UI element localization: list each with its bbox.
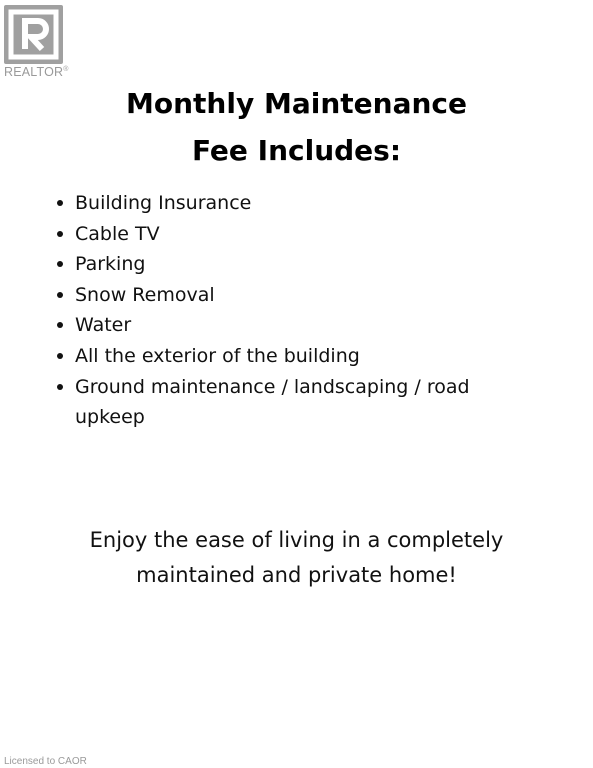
license-watermark: Licensed to CAOR [4,756,87,767]
list-item-label: Snow Removal [75,283,215,306]
page-title [0,80,593,174]
list-item [75,219,555,250]
registered-mark: ® [63,66,69,73]
closing-line-1: Enjoy the ease of living in a completely [89,528,504,552]
bullet-icon [57,384,63,390]
realtor-logo [4,5,68,81]
list-item-label: Ground maintenance / landscaping / road upkeep [75,375,470,429]
list-item-label: Cable TV [75,222,160,245]
list-item-label: All the exterior of the building [75,344,360,367]
list-item [75,341,555,372]
list-item-label: Water [75,314,132,337]
bullet-icon [57,261,63,267]
bullet-icon [57,322,63,328]
realtor-wordmark-text: REALTOR [4,65,64,79]
list-item-label: Building Insurance [75,192,252,214]
bullet-icon [57,231,63,237]
list-item-label: Parking [75,253,146,276]
bullet-icon [57,200,63,206]
realtor-wordmark [4,65,69,79]
list-item [75,310,555,341]
list-item [75,249,555,280]
bullet-icon [57,292,63,298]
realtor-r-logo-icon [4,5,63,64]
title-line-1: Monthly Maintenance [126,87,467,120]
list-item [75,188,555,219]
title-line-2: Fee Includes: [191,134,402,167]
list-item [75,280,555,311]
list-item [75,372,505,433]
closing-line-2: maintained and private home! [136,563,457,587]
closing-statement [0,523,593,593]
bullet-icon [57,353,63,359]
included-items-list [75,188,555,433]
